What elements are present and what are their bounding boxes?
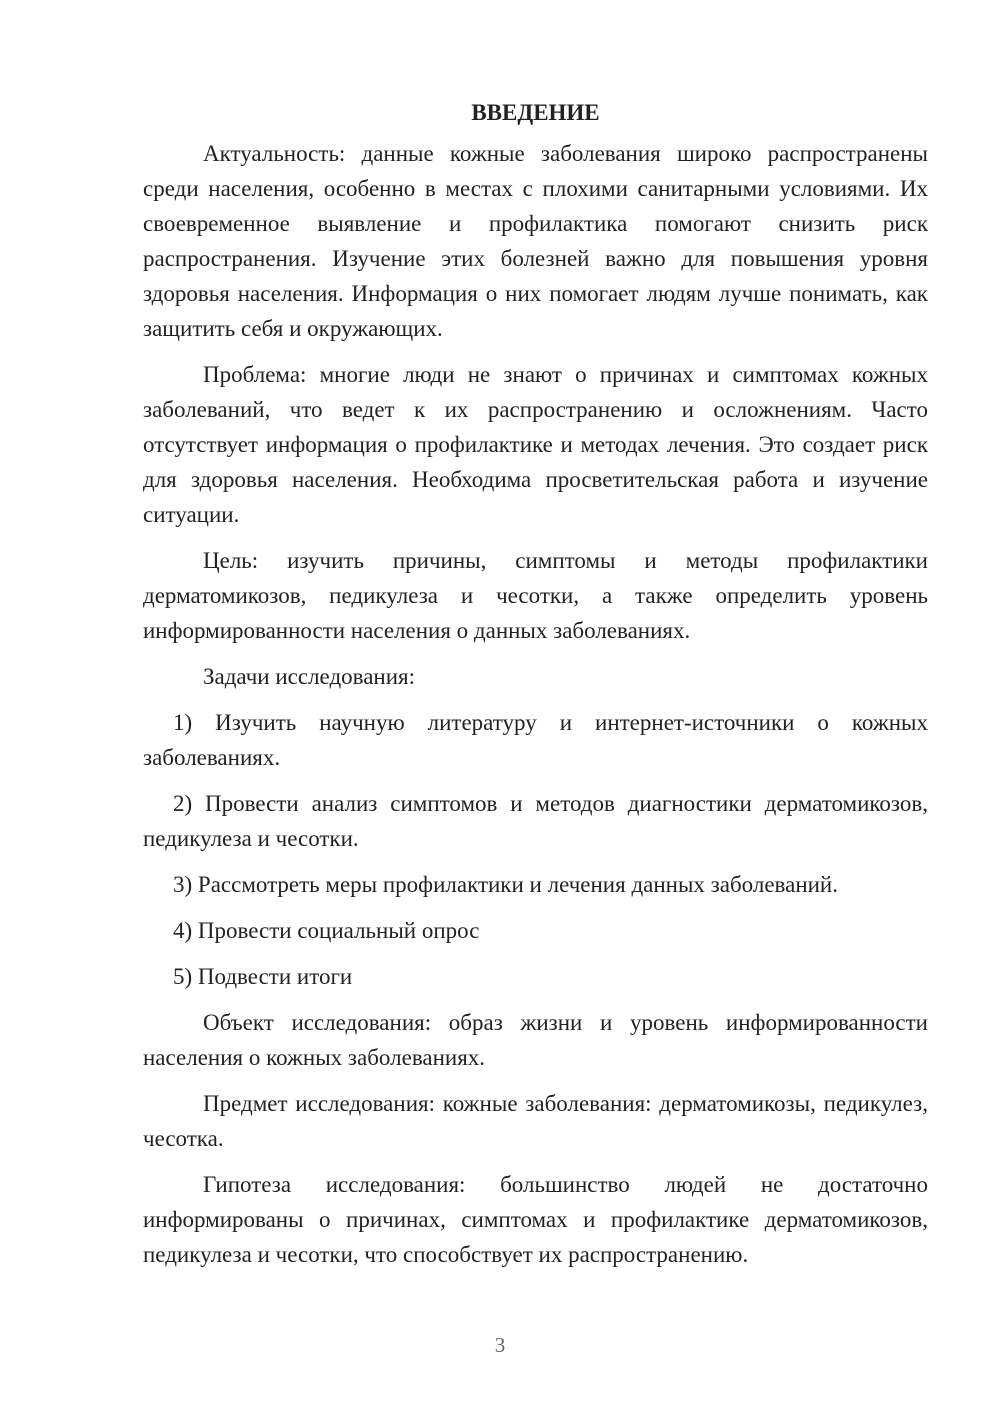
paragraph-hypothesis: Гипотеза исследования: большинство людей не достаточно информированы о причинах, симптомах и профилактике дерматомикозов, педикулеза и чесотки, что способствует их распространению.	[143, 1172, 928, 1267]
paragraph-relevance: Актуальность: данные кожные заболевания широко распространены среди населения, особенно в местах с плохими санитарными условиями. Их своевременное выявление и профилактика помогают снизить риск распространения. Изучение этих болезней важно для повышения уровня здоровья населения. Информация о них помогает людям лучше понимать, как защитить себя и окружающих.	[143, 141, 928, 341]
page-number: 3	[494, 1333, 506, 1357]
task-item-1: 1) Изучить научную литературу и интернет-источники о кожных заболеваниях.	[143, 710, 928, 770]
page-title: ВВЕДЕНИЕ	[471, 100, 600, 125]
paragraph-problem: Проблема: многие люди не знают о причинах и симптомах кожных заболеваний, что ведет к их распространению и осложнениям. Часто отсутствует информация о профилактике и методах лечения. Это создает риск для здоровья населения. Необходима просветительская работа и изучение ситуации.	[143, 362, 928, 527]
paragraph-goal: Цель: изучить причины, симптомы и методы профилактики дерматомикозов, педикулеза и чесотки, а также определить уровень информированности населения о данных заболеваниях.	[143, 548, 928, 643]
paragraph-object: Объект исследования: образ жизни и уровень информированности населения о кожных заболеваниях.	[143, 1010, 928, 1070]
task-item-4: 4) Провести социальный опрос	[173, 918, 480, 943]
tasks-heading: Задачи исследования:	[203, 664, 416, 689]
paragraph-subject: Предмет исследования: кожные заболевания: дерматомикозы, педикулез, чесотка.	[143, 1091, 928, 1151]
task-item-5: 5) Подвести итоги	[173, 964, 353, 989]
task-item-3: 3) Рассмотреть меры профилактики и лечения данных заболеваний.	[173, 872, 838, 897]
document-page	[143, 95, 928, 1283]
task-item-2: 2) Провести анализ симптомов и методов диагностики дерматомикозов, педикулеза и чесотки.	[143, 791, 928, 851]
